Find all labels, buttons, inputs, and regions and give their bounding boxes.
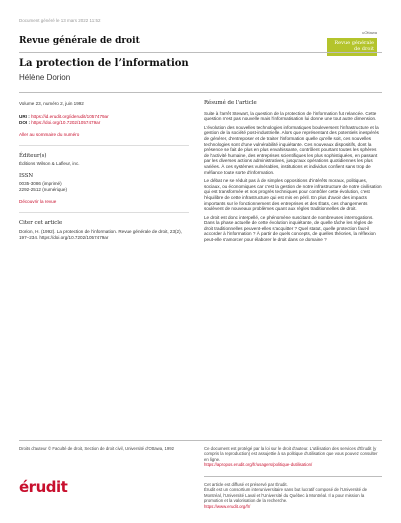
toc-link[interactable]: Aller au sommaire du numéro [19, 132, 80, 137]
generated-date: Document généré le 13 mars 2022 11:52 [19, 18, 101, 23]
erudit-site-link[interactable]: https://www.erudit.org/fr/ [204, 503, 251, 509]
footer-divider-2 [204, 476, 382, 477]
discover-journal-link[interactable]: Découvrir la revue [19, 199, 57, 204]
title-divider [19, 92, 382, 93]
uri-link[interactable]: https://id.erudit.org/iderudit/1057479ar [31, 114, 109, 119]
journal-title: Revue générale de droit [19, 36, 140, 46]
doi-link[interactable]: https://doi.org/10.7202/1057479ar [31, 120, 101, 125]
consortium-text: Érudit est un consortium interuniversitaire sans but lucratif composé de l'Université de Montréal, l'Université Laval et l'Université du Québec à Montréal. Il a pour mission la promotion et la valorisation de la recherche. [204, 487, 367, 504]
article-title: La protection de l’information [19, 58, 189, 69]
publisher-logo-top: uOttawa [362, 30, 377, 35]
abstract-paragraph: Suite à l'arrêt Stewart, la question de la protection de l'information fut relancée. Cette question n'est pas nouvelle mais l'informatisation lui donne une tout autre dimension. [204, 110, 377, 122]
policy-link[interactable]: https://apropos.erudit.org/fr/usagers/politique-dutilisation/ [204, 462, 313, 468]
cite-heading: Citer cet article [19, 220, 63, 226]
volume-info: Volume 23, numéro 2, juin 1992 [19, 101, 84, 106]
abstract-paragraph: Le débat ne se réduit pas à de simples oppositions d'intérêts moraux, politiques, sociaux, ou économiques car c'est la gestion de notre infrastructure de notre civilisation qui est transformée et nos progrès techniques pour contrôler cette évolution, c'est l'équilibre de cette infrastructure qui est mis en péril. En plus d'avoir des impacts importants sur le fonctionnement des entreprises et des États, ces changements soulèvent de nouveaux problèmes quant aux règles traditionnelles de droit. [204, 178, 382, 212]
issn-digital: 2292-2512 (numérique) [19, 187, 68, 192]
footer-divider [19, 440, 382, 441]
rights-text: Droits d'auteur © Faculté de droit, Section de droit civil, Université d'Ottawa, 1992 [19, 446, 175, 451]
publisher-logo-box: Revue générale de droit [327, 38, 377, 56]
issn-print: 0035-3086 (imprimé) [19, 181, 62, 186]
metadata-column [19, 101, 189, 241]
diffusion-notice [204, 482, 382, 509]
abstract-column [204, 101, 382, 246]
abstract-paragraph: Le droit est donc interpellé, ce phénomène suscitant de nombreuses interrogations. Dans la phase actuelle de cette évolution inquiétante, de quelle tâche les règles de droit traditionnelles peuvent-elles s'acquitter ? Quel statut, quelle protection faut-il accorder à l'information ? À partir de quels concepts, de quelles théories, la réflexion peut-elle s'amorcer pour élaborer le droit dans ce domaine ? [204, 214, 376, 243]
usage-notice [204, 446, 382, 468]
diffusion-text: Cet article est diffusé et préservé par Érudit. [204, 482, 288, 487]
doi-label: DOI : [19, 120, 30, 125]
divider [19, 212, 189, 213]
publisher-heading: Éditeur(s) [19, 153, 47, 159]
article-author: Hélène Dorion [19, 73, 71, 82]
abstract-paragraph: L'évolution des nouvelles technologies informatiques bouleversent l'infrastructure et la gestion de la société post-industrielle. Alors que représentant des potentiels inespérés de générer, d'entreposer et de traiter l'information quelle qu'elle soit, ces nouvelles technologies sont d'une vulnérabilité inquiétante. Ces nouveaux dispositifs, dont la présence se fait de plus en plus envahissante, contrôlent pourtant toutes les sphères de l'activité humaine, des entreprises scientifiques les plus sophistiquées, en passant par les diverses actions administratives, jusqu'aux opérations quotidiennes les plus variées. À ces systèmes vulnérables, institutions et individus confient sans trop de méfiance toute sorte d'information. [204, 124, 379, 175]
erudit-logo: érudit [19, 478, 68, 496]
issn-heading: ISSN [19, 173, 34, 179]
citation-text: Dorion, H. (1992). La protection de l’information. Revue générale de droit, 23(2), 197–234. https://doi.org/10.7202/1057479ar [19, 229, 182, 240]
publisher-name: Éditions Wilson & Lafleur, inc. [19, 161, 80, 166]
divider [19, 145, 189, 146]
notice-text: Ce document est protégé par la loi sur le droit d'auteur. L'utilisation des services d'Érudit (y compris la reproduction) est assujettie à sa politique d'utilisation que vous pouvez consulter en ligne. [204, 446, 378, 462]
abstract-heading: Résumé de l'article [204, 100, 257, 106]
uri-label: URI : [19, 114, 30, 119]
header-divider [19, 52, 382, 53]
